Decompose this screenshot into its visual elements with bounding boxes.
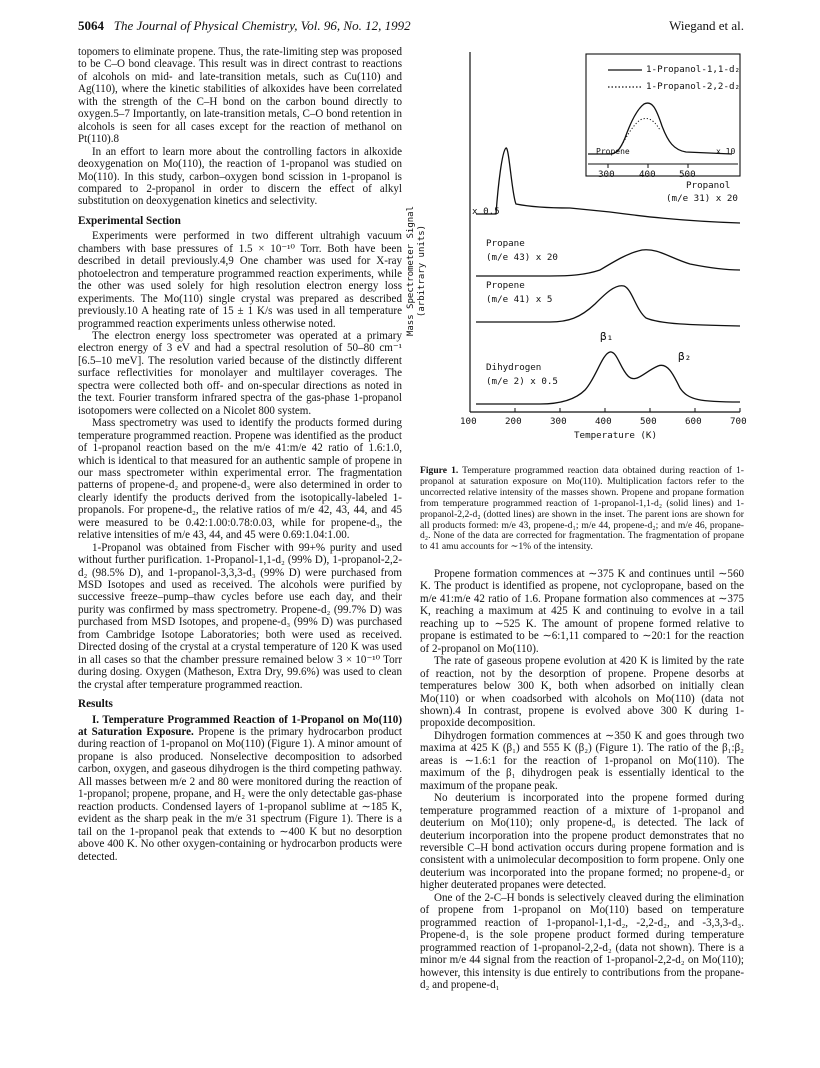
propanol-mass-label: (m/e 31) x 20	[666, 193, 738, 204]
x-tick-label: 300	[550, 416, 567, 427]
results-heading: Results	[78, 698, 113, 711]
legend-solid-label: 1-Propanol-1,1-d₂	[646, 64, 741, 75]
page-number: 5064	[78, 18, 104, 33]
right-paragraph: Propene formation commences at ∼375 K and continues until ∼560 K. The product is identified as propene, not cyclopropane, based on the m/e 41:m/e 42 ratio of 1.6. Propane formation also commences at ∼375 K, reaching a maximum at 425 K and continuing to evolve in a tail reaching up to ∼525 K. The amount of propene formed relative to propane is estimated to be ∼6:1,11 compared to ∼20:1 for the reaction of 2-propanol on Mo(110).	[420, 568, 744, 655]
results-paragraph	[78, 714, 402, 863]
author-running-head: Wiegand et al.	[669, 18, 744, 33]
right-column	[420, 568, 744, 991]
x-axis-label: Temperature (K)	[574, 430, 657, 441]
experimental-paragraph: Experiments were performed in two different ultrahigh vacuum chambers with base pressures of 1.5 × 10⁻¹⁰ Torr. Both have been described in detail previously.4,9 One chamber was used for X-ray photoelectron and temperature programmed reaction experiments, while the other was used solely for high resolution electron energy loss experiments. The Mo(110) single crystal was prepared as described previously.10 A heating rate of 15 ± 1 K/s was used in all temperature programmed reaction experiments unless otherwise noted.	[78, 230, 402, 330]
beta2-label: β₂	[678, 350, 692, 363]
x-tick-label: 500	[640, 416, 657, 427]
y-axis-label-line1: Mass Spectrometer Signal	[406, 205, 416, 337]
x-tick-label: 200	[505, 416, 522, 427]
right-paragraph: No deuterium is incorporated into the propene formed during temperature programmed reaction of a mixture of 1-propanol and deuterium on Mo(110); only propene-d₀ is detected. The lack of deuterium incorporation into the propene product demonstrates that no reversible C–H bond activation occurs during propene formation and is consistent with a unimolecular decomposition to form propene. Only one deuterium was incorporated into the propane formed; no propene-d₂ or higher deuterated propanes were detected.	[420, 792, 744, 892]
propanol-label: Propanol	[686, 180, 731, 191]
figure-1	[406, 46, 747, 470]
page-header	[78, 18, 744, 38]
intro-paragraph-1: topomers to eliminate propene. Thus, the rate-limiting step was proposed to be C–O bond cleavage. This result was in direct contrast to reactions of alcohols on mid- and late-transition metals, such as Cu(110) and Ag(110), where the kinetic stabilities of alkoxides have been correlated with the strength of the C–H bond on the carbon bound directly to oxygen.5–7 Importantly, on late-transition metals, C–O bond retention in alcohols is seen for all cases except for the reaction of methanol on Pt(110).8	[78, 46, 402, 146]
intro-paragraph-2: In an effort to learn more about the controlling factors in alkoxide deoxygenation on Mo(110), the reaction of 1-propanol was studied on Mo(110). In this study, carbon–oxygen bond scission in 1-propanol is compared to 2-propanol in order to discern the effect of alkyl substitution on deoxygenation kinetics and selectivity.	[78, 145, 402, 208]
x-tick-label: 700	[730, 416, 747, 427]
right-paragraph: One of the 2-C–H bonds is selectively cleaved during the elimination of propene from 1-propanol on Mo(110) based on temperature programmed reaction of 1-propanol-1,1-d₂, -2,2-d₂, and -3,3,3-d₃. Propene-d₁ is the sole propene product formed during temperature programmed reaction of 1-propanol-2,2-d₂ (data not shown). There is a minor m/e 44 signal from the reaction of 1-propanol-2,2-d₂ on Mo(110); however, this intensity is due entirely to contributions from the propane-d₂ and propene-d₁	[420, 891, 744, 991]
experimental-paragraph: The electron energy loss spectrometer was operated at a primary electron energy of 3 eV and had a spectral resolution of 50–80 cm⁻¹ [6.5–10 meV]. The resolution varied because of the distinctly different surface reflectivities for monolayer and multilayer coverages. The spectra were collected both off- and on-specular directions as noted in the text. Fourier transform infrared spectra of the gas-phase 1-propanol isotopomers were collected on a Nicolet 800 system.	[78, 329, 402, 417]
x-tick-label: 400	[595, 416, 612, 427]
y-axis-label-line2: (arbitrary units)	[417, 224, 427, 318]
dihydrogen-mass-label: (m/e 2) x 0.5	[486, 376, 558, 387]
inset-tick-label: 400	[639, 169, 656, 180]
propene-label: Propene	[486, 280, 525, 291]
inset-propene-label: Propene	[596, 147, 630, 156]
caption-text: Temperature programmed reaction data obtained during reaction of 1-propanol at saturation exposure on Mo(110). Multiplication factors refer to the uncorrected relative intensity of the masses shown. Propene and propane formation from temperature programmed reaction of 1-propanol-1,1-d₂ (solid lines) and 1-propanol-2,2-d₂ (dotted lines) are shown in the inset. The parent ions are shown for all products formed: m/e 43, propene-d₁; m/e 44, propene-d₂; and m/e 46, propane-d₂. None of the data are corrected for fragmentation. The fragmentation of propane to 41 amu accounts for ∼1% of the intensity.	[420, 465, 744, 553]
results-text: Propene is the primary hydrocarbon product during reaction of 1-propanol on Mo(110) (Figure 1). A minor amount of propane is also produced. Nonselective decomposition to adsorbed carbon, oxygen, and gaseous dihydrogen is the third competing pathway. All masses between m/e 2 and 80 were monitored during the reaction of 1-propanol; propene, propane, and H₂ were the only detectable gas-phase reaction products. Condensed layers of 1-propanol sublime at ∼185 K, evident as the sharp peak in the m/e 31 spectrum (Figure 1). There is a tail on the 1-propanol peak that extends to ∼400 K but no desorption above 400 K. No other oxygen-containing or hydrocarbon products were detected.	[78, 726, 402, 863]
right-paragraph: The rate of gaseous propene evolution at 420 K is limited by the rate of reaction, not by the desorption of propene. Propene desorbs at temperatures below 300 K, both when adsorbed on initially clean Mo(110) or when coadsorbed with alcohols on Mo(110) (data not shown).4 In contrast, propene is evolved above 300 K during 1-propoxide decomposition.	[420, 655, 744, 730]
legend-dotted-label: 1-Propanol-2,2-d₂	[646, 81, 741, 92]
experimental-paragraph: Mass spectrometry was used to identify the products formed during temperature programmed reaction. Propene was identified as the product of 1-propanol reaction based on the m/e 41:m/e 42 ratio of 1.6:1.0, which is identical to that measured for an authentic sample of propene in our mass spectrometer within experimental error. The fragmentation patterns of propene-d₂ and propene-d₃ were also determined in order to clearly identify the products derived from the isotopically-labeled 1-propanols. For propene-d₂, the relative ratios of m/e 42, 43, 44, and 45 were measured to be 0.42:1.00:0.78:0.03, while for propene-d₃, the relative intensities of m/e 43, 44, and 45 were 0.69:1.04:1.00.	[78, 417, 402, 542]
inset-factor-label: x 10	[716, 147, 736, 156]
propanol-factor-label: x 0.5	[472, 206, 500, 217]
propane-mass-label: (m/e 43) x 20	[486, 252, 558, 263]
beta1-label: β₁	[600, 330, 614, 343]
x-tick-label: 600	[685, 416, 702, 427]
figure-plot	[410, 46, 746, 470]
caption-label: Figure 1.	[420, 465, 459, 476]
inset-tick-label: 300	[598, 169, 615, 180]
right-paragraph: Dihydrogen formation commences at ∼350 K and goes through two maxima at 425 K (β₁) and 555 K (β₂) (Figure 1). The ratio of the β₁:β₂ areas is ∼1.6:1 for the reaction of 1-propanol on Mo(110). The maximum of the β₁ dihydrogen peak is essentially identical to the maximum of the propane peak.	[420, 729, 744, 792]
propane-label: Propane	[486, 238, 525, 249]
dihydrogen-label: Dihydrogen	[486, 362, 542, 373]
journal-citation: The Journal of Physical Chemistry, Vol. 96, No. 12, 1992	[113, 18, 411, 33]
propene-mass-label: (m/e 41) x 5	[486, 294, 553, 305]
experimental-paragraph: 1-Propanol was obtained from Fischer with 99+% purity and used without further purification. 1-Propanol-1,1-d₂ (99% D), 1-propanol-2,2-d₂ (98.5% D), and 1-propanol-3,3,3-d₃ (99% D) were purchased from MSD Isotopes and used as received. The alcohols were purified by successive freeze–pump–thaw cycles before use each day, and their purity was confirmed by mass spectrometry. Propene-d₂ (99.7% D) was purchased from MSD Isotopes, and propene-d₃ (99% D) was purchased from Cambridge Isotope Laboratories; both were used as received. Directed dosing of the crystal at a crystal temperature of 120 K was used in all cases so that the chamber pressure remained below 3 × 10⁻¹⁰ Torr during dosing. Oxygen (Matheson, Extra Dry, 99.6%) was used to clean the crystal after temperature programmed reaction.	[78, 541, 402, 691]
running-head	[78, 18, 411, 34]
results-subheading: I. Temperature Programmed Reaction of 1-Propanol on Mo(110) at Saturation Exposure.	[78, 713, 402, 739]
x-tick-label: 100	[460, 416, 477, 427]
experimental-heading: Experimental Section	[78, 214, 181, 227]
propene-trace	[476, 286, 740, 326]
y-axis-label	[406, 176, 428, 366]
left-column	[78, 46, 402, 863]
inset-tick-label: 500	[679, 169, 696, 180]
figure-caption	[420, 466, 744, 553]
